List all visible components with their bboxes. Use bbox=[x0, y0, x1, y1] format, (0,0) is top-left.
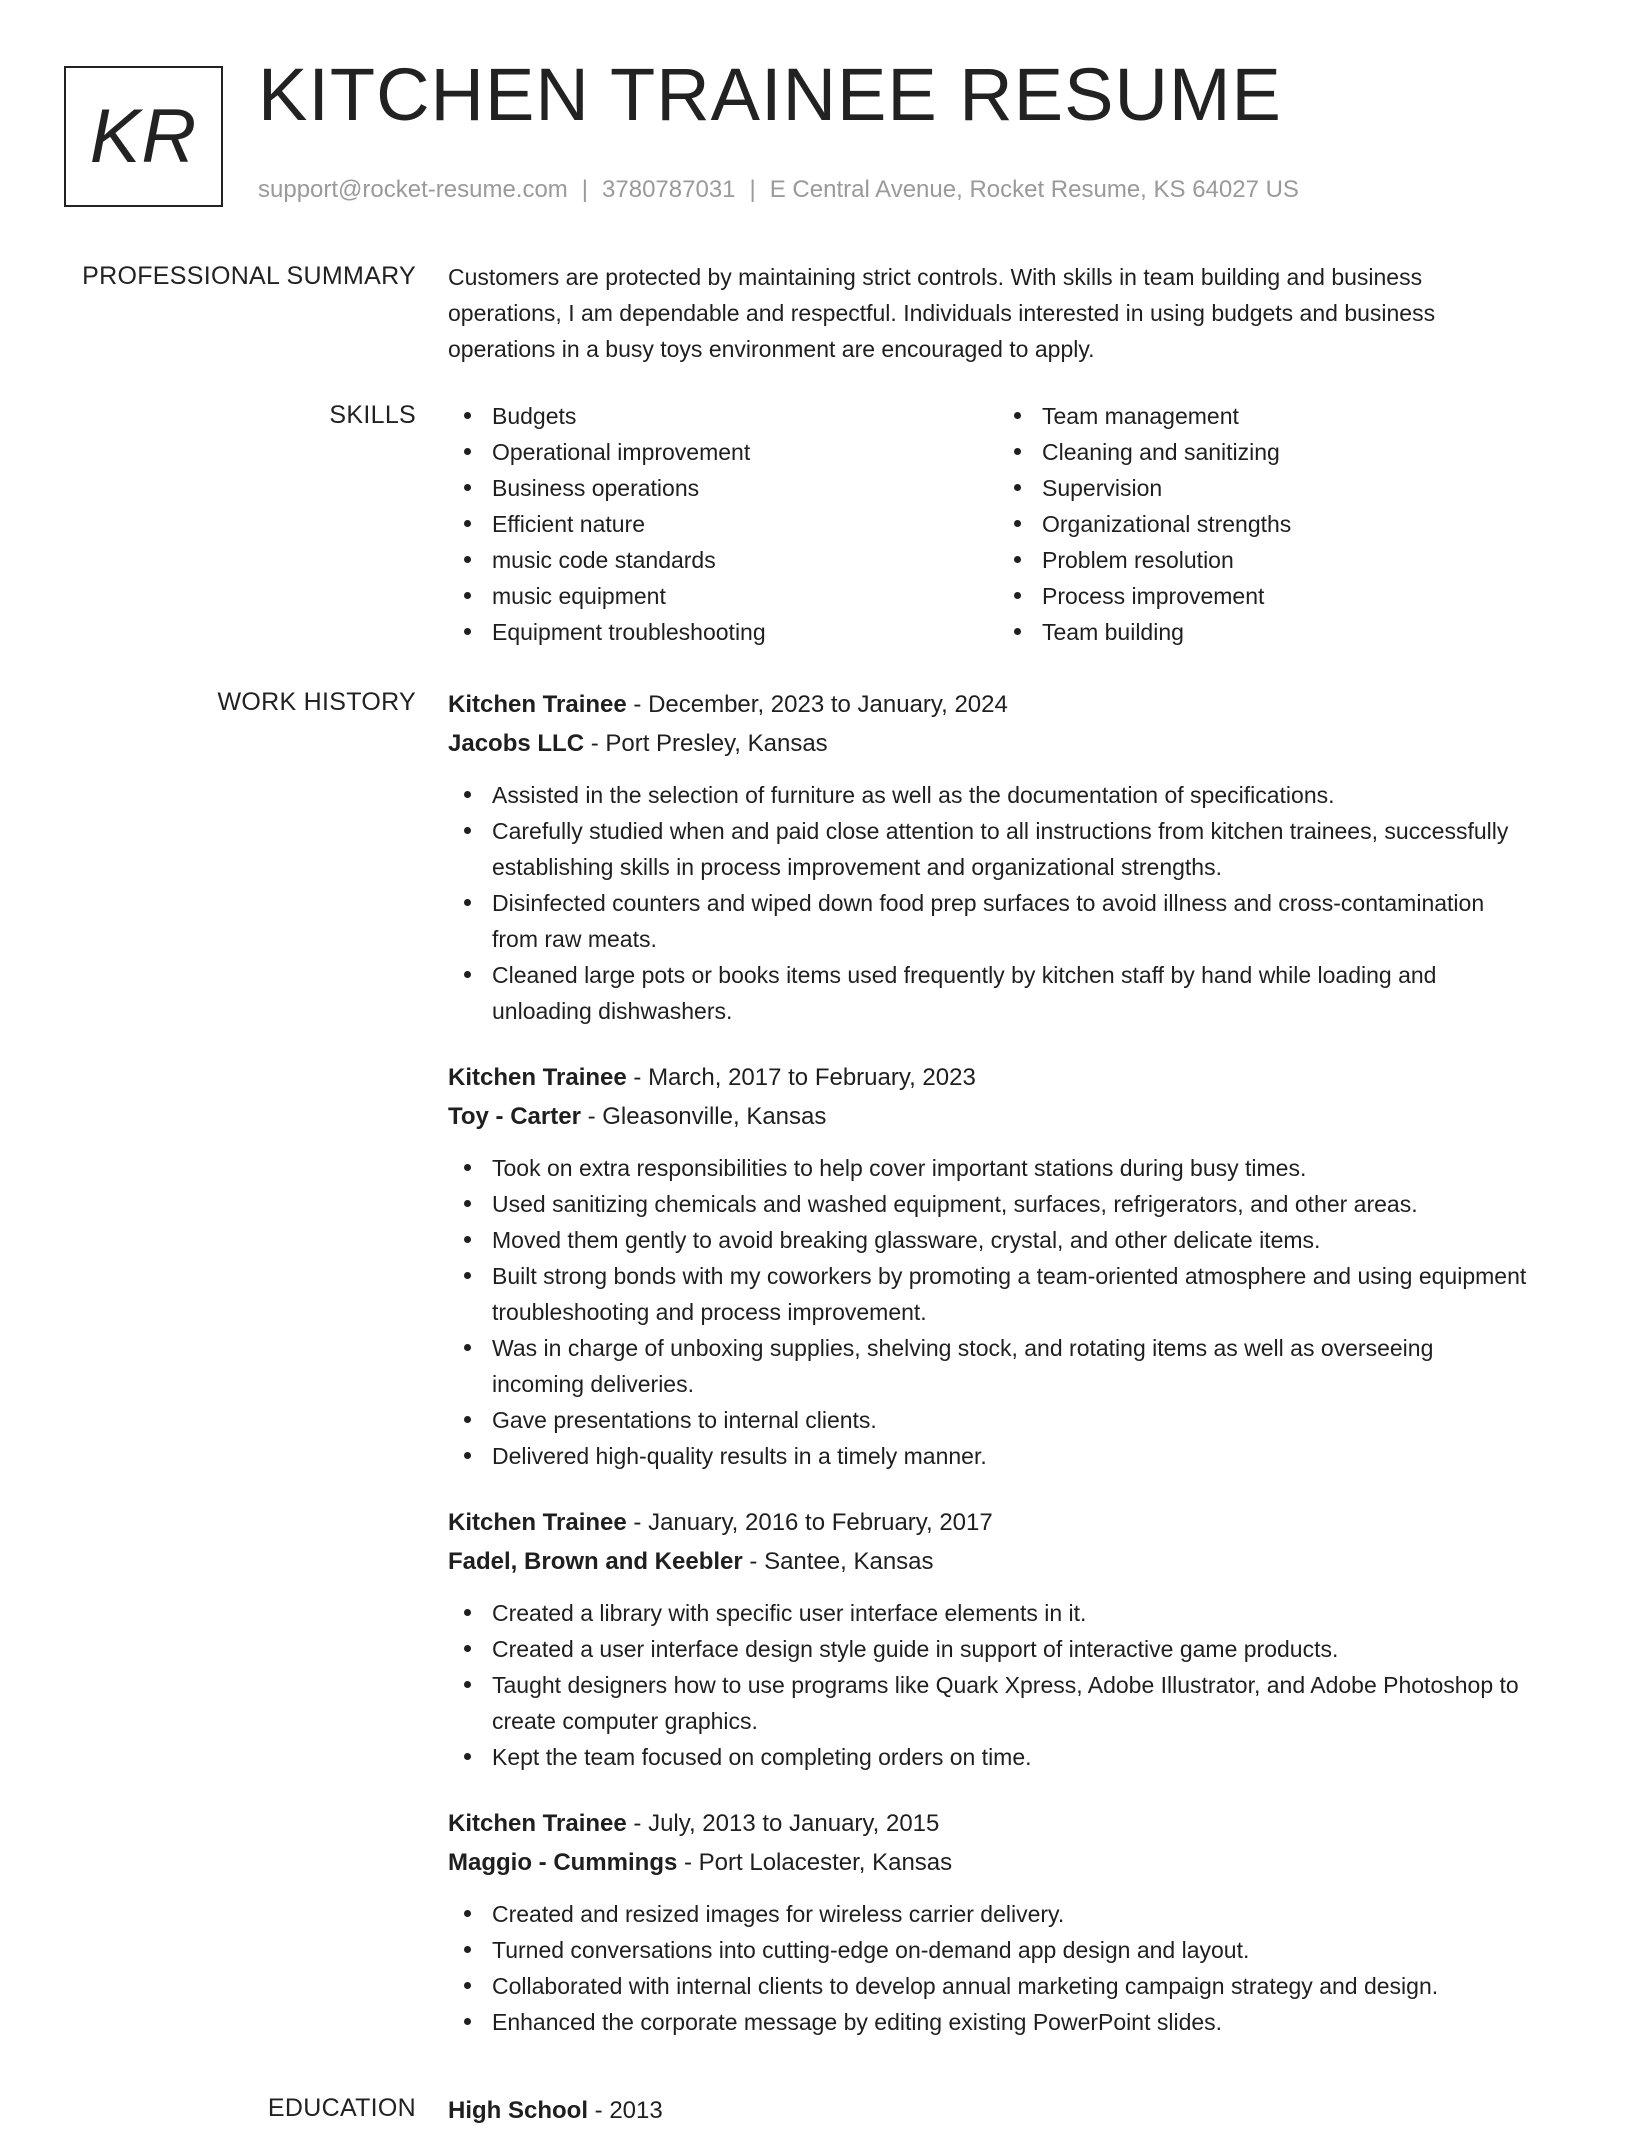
job-bullet: Kept the team focused on completing orders on time. bbox=[448, 1739, 1528, 1775]
work-history-section bbox=[448, 685, 1528, 2069]
contact-address: E Central Avenue, Rocket Resume, KS 64027 US bbox=[769, 176, 1299, 203]
job-company: Fadel, Brown and Keebler bbox=[448, 1548, 743, 1575]
skill-item: Team building bbox=[998, 614, 1291, 650]
job-bullet: Built strong bonds with my coworkers by promoting a team-oriented atmosphere and using equipment troubleshooting and process improvement. bbox=[448, 1258, 1528, 1330]
skill-item: Problem resolution bbox=[998, 542, 1291, 578]
job-bullets bbox=[448, 1896, 1528, 2040]
job-company-line bbox=[448, 1843, 1528, 1882]
job-entry bbox=[448, 1058, 1528, 1474]
job-bullet: Turned conversations into cutting-edge on-demand app design and layout. bbox=[448, 1932, 1528, 1968]
skill-item: Budgets bbox=[448, 398, 998, 434]
job-location: - Santee, Kansas bbox=[742, 1548, 934, 1575]
job-location: - Port Presley, Kansas bbox=[584, 730, 828, 757]
education-degree: High School bbox=[448, 2097, 588, 2124]
job-entry bbox=[448, 1503, 1528, 1775]
job-title: Kitchen Trainee bbox=[448, 1064, 627, 1091]
job-title: Kitchen Trainee bbox=[448, 1509, 627, 1536]
job-location: - Gleasonville, Kansas bbox=[580, 1103, 827, 1130]
job-title-line bbox=[448, 1058, 1528, 1097]
job-dates: - March, 2017 to February, 2023 bbox=[626, 1064, 976, 1091]
job-bullet: Enhanced the corporate message by editing existing PowerPoint slides. bbox=[448, 2004, 1528, 2040]
job-bullet: Disinfected counters and wiped down food prep surfaces to avoid illness and cross-contamination from raw meats. bbox=[448, 885, 1528, 957]
job-company: Toy - Carter bbox=[448, 1103, 581, 1130]
skill-item: Process improvement bbox=[998, 578, 1291, 614]
contact-separator: | bbox=[581, 176, 589, 203]
job-bullet: Collaborated with internal clients to develop annual marketing campaign strategy and design. bbox=[448, 1968, 1528, 2004]
contact-line bbox=[258, 176, 1299, 204]
job-bullets bbox=[448, 777, 1528, 1029]
skills-section bbox=[448, 398, 1528, 650]
skill-item: Supervision bbox=[998, 470, 1291, 506]
job-bullet: Created and resized images for wireless carrier delivery. bbox=[448, 1896, 1528, 1932]
skill-item: Operational improvement bbox=[448, 434, 998, 470]
education-line bbox=[448, 2091, 1528, 2130]
job-company: Maggio - Cummings bbox=[448, 1849, 678, 1876]
job-bullet: Cleaned large pots or books items used frequently by kitchen staff by hand while loading and unloading dishwashers. bbox=[448, 957, 1528, 1029]
job-entry bbox=[448, 685, 1528, 1029]
job-bullets bbox=[448, 1595, 1528, 1775]
skill-item: music equipment bbox=[448, 578, 998, 614]
summary-heading: PROFESSIONAL SUMMARY bbox=[82, 262, 416, 290]
job-title: Kitchen Trainee bbox=[448, 1810, 627, 1837]
contact-phone: 3780787031 bbox=[602, 176, 736, 203]
job-company-line bbox=[448, 1097, 1528, 1136]
job-title-line bbox=[448, 1503, 1528, 1542]
job-dates: - January, 2016 to February, 2017 bbox=[626, 1509, 993, 1536]
skills-column-1 bbox=[448, 398, 998, 650]
job-bullet: Taught designers how to use programs like Quark Xpress, Adobe Illustrator, and Adobe Photoshop to create computer graphics. bbox=[448, 1667, 1528, 1739]
contact-separator: | bbox=[749, 176, 756, 203]
job-title: Kitchen Trainee bbox=[448, 691, 627, 718]
skill-item: Team management bbox=[998, 398, 1291, 434]
job-bullet: Used sanitizing chemicals and washed equipment, surfaces, refrigerators, and other areas. bbox=[448, 1186, 1528, 1222]
job-bullet: Took on extra responsibilities to help cover important stations during busy times. bbox=[448, 1150, 1528, 1186]
skill-item: music code standards bbox=[448, 542, 998, 578]
job-dates: - December, 2023 to January, 2024 bbox=[626, 691, 1008, 718]
skill-item: Business operations bbox=[448, 470, 998, 506]
skills-heading: SKILLS bbox=[329, 401, 416, 429]
job-bullet: Delivered high-quality results in a timely manner. bbox=[448, 1438, 1528, 1474]
job-title-line bbox=[448, 685, 1528, 724]
summary-text: Customers are protected by maintaining strict controls. With skills in team building and business operations, I am dependable and respectful. Individuals interested in using budgets and business operations in a busy toys environment are encouraged to apply. bbox=[448, 264, 1436, 362]
summary-section bbox=[448, 259, 1528, 367]
contact-email: support@rocket-resume.com bbox=[258, 176, 568, 203]
job-bullet: Assisted in the selection of furniture as well as the documentation of specifications. bbox=[448, 777, 1528, 813]
skill-item: Efficient nature bbox=[448, 506, 998, 542]
job-company-line bbox=[448, 724, 1528, 763]
job-bullet: Moved them gently to avoid breaking glassware, crystal, and other delicate items. bbox=[448, 1222, 1528, 1258]
job-bullet: Carefully studied when and paid close attention to all instructions from kitchen trainees, successfully establishing skills in process improvement and organizational strengths. bbox=[448, 813, 1528, 885]
job-entry bbox=[448, 1804, 1528, 2040]
education-heading: EDUCATION bbox=[267, 2094, 416, 2122]
skill-item: Cleaning and sanitizing bbox=[998, 434, 1291, 470]
job-bullet: Gave presentations to internal clients. bbox=[448, 1402, 1528, 1438]
skill-item: Organizational strengths bbox=[998, 506, 1291, 542]
work-history-heading: WORK HISTORY bbox=[217, 688, 416, 716]
education-year: - 2013 bbox=[588, 2097, 663, 2124]
skill-item: Equipment troubleshooting bbox=[448, 614, 998, 650]
page-title: KITCHEN TRAINEE RESUME bbox=[258, 53, 1282, 136]
initials-monogram: KR bbox=[64, 66, 223, 207]
skills-column-2 bbox=[998, 398, 1291, 650]
education-section bbox=[448, 2091, 1528, 2130]
job-bullet: Created a user interface design style guide in support of interactive game products. bbox=[448, 1631, 1528, 1667]
job-bullets bbox=[448, 1150, 1528, 1474]
job-dates: - July, 2013 to January, 2015 bbox=[626, 1810, 940, 1837]
job-company-line bbox=[448, 1542, 1528, 1581]
job-bullet: Was in charge of unboxing supplies, shelving stock, and rotating items as well as overseeing incoming deliveries. bbox=[448, 1330, 1528, 1402]
job-location: - Port Lolacester, Kansas bbox=[677, 1849, 953, 1876]
job-company: Jacobs LLC bbox=[448, 730, 585, 757]
job-bullet: Created a library with specific user interface elements in it. bbox=[448, 1595, 1528, 1631]
job-title-line bbox=[448, 1804, 1528, 1843]
